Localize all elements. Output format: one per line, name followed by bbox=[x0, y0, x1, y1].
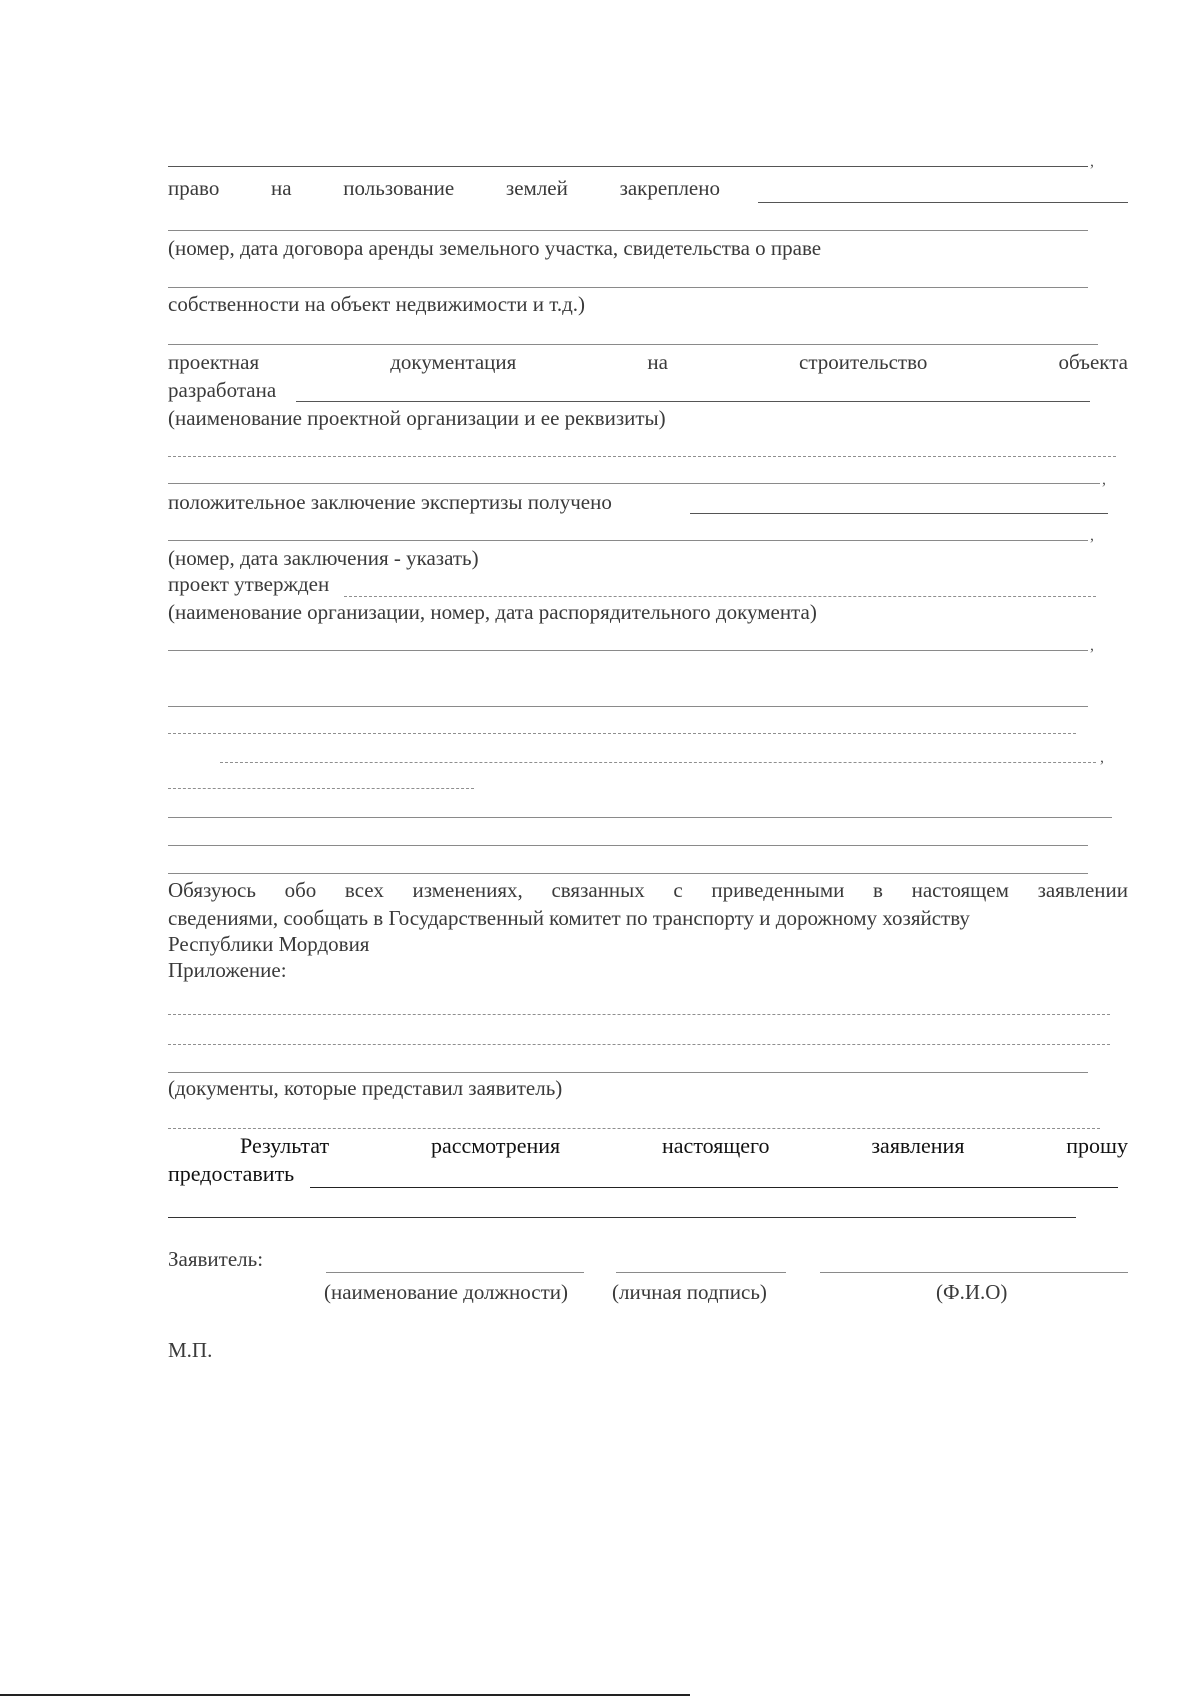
blank-line bbox=[168, 166, 1088, 167]
land-right-field[interactable] bbox=[758, 202, 1128, 203]
applicant-label: Заявитель: bbox=[168, 1247, 264, 1271]
lease-hint-2: собственности на объект недвижимости и т.д.) bbox=[168, 292, 586, 316]
result-word: Результат bbox=[240, 1133, 330, 1158]
developer-field[interactable] bbox=[296, 401, 1090, 402]
attachment-line[interactable] bbox=[168, 1044, 1110, 1045]
attachment-line[interactable] bbox=[168, 1072, 1088, 1073]
documents-hint: (документы, которые представил заявитель) bbox=[168, 1076, 563, 1100]
blank-line bbox=[168, 540, 1088, 541]
position-hint: (наименование должности) bbox=[324, 1280, 569, 1304]
result-word: прошу bbox=[1066, 1133, 1128, 1158]
provide-field-continued[interactable] bbox=[168, 1217, 1076, 1218]
comma-mark: , bbox=[1090, 637, 1094, 654]
signature-hint: (личная подпись) bbox=[612, 1280, 767, 1304]
expertise-field[interactable] bbox=[690, 513, 1108, 514]
result-word: заявления bbox=[871, 1133, 965, 1158]
expertise-label: положительное заключение экспертизы получено bbox=[168, 490, 612, 514]
result-word: настоящего bbox=[662, 1133, 770, 1158]
project-docs-word: на bbox=[647, 350, 668, 374]
blank-line bbox=[168, 788, 474, 789]
land-right-word: на bbox=[271, 176, 292, 200]
blank-line bbox=[168, 1128, 1100, 1129]
pledge-line-3: Республики Мордовия bbox=[168, 932, 370, 956]
page-edge-line bbox=[0, 1694, 690, 1696]
project-docs-word: документация bbox=[390, 350, 517, 374]
blank-line bbox=[168, 733, 1076, 734]
result-word: рассмотрения bbox=[430, 1133, 561, 1158]
attachment-line[interactable] bbox=[168, 1014, 1110, 1015]
design-org-hint: (наименование проектной организации и ее реквизиты) bbox=[168, 406, 666, 430]
land-right-word: землей bbox=[505, 176, 568, 200]
blank-line bbox=[168, 456, 1116, 457]
approved-field[interactable] bbox=[344, 596, 1096, 597]
project-docs-line bbox=[168, 350, 1128, 374]
fio-field[interactable] bbox=[820, 1272, 1128, 1273]
project-docs-word: объекта bbox=[1058, 350, 1128, 374]
result-line bbox=[240, 1134, 1128, 1158]
developed-by-label: разработана bbox=[168, 378, 277, 402]
pledge-line-1: Обязуюсь обо всех изменениях, связанных с приведенными в настоящем заявлении bbox=[168, 878, 1128, 902]
blank-line bbox=[168, 706, 1088, 707]
comma-mark: , bbox=[1100, 749, 1104, 766]
approved-label: проект утвержден bbox=[168, 572, 330, 596]
attachment-label: Приложение: bbox=[168, 958, 287, 982]
land-right-word: закреплено bbox=[619, 176, 720, 200]
approved-hint: (наименование организации, номер, дата распорядительного документа) bbox=[168, 600, 817, 624]
comma-mark: , bbox=[1090, 527, 1094, 544]
blank-line bbox=[168, 230, 1088, 231]
fio-hint: (Ф.И.О) bbox=[936, 1280, 1008, 1304]
pledge-line-2: сведениями, сообщать в Государственный комитет по транспорту и дорожному хозяйству bbox=[168, 906, 970, 930]
project-docs-word: проектная bbox=[168, 350, 260, 374]
blank-line bbox=[168, 287, 1088, 288]
signature-field[interactable] bbox=[616, 1272, 786, 1273]
blank-line bbox=[168, 817, 1112, 818]
blank-line bbox=[220, 762, 1096, 763]
project-docs-word: строительство bbox=[799, 350, 928, 374]
stamp-label: М.П. bbox=[168, 1338, 213, 1362]
expertise-hint: (номер, дата заключения - указать) bbox=[168, 546, 479, 570]
blank-line bbox=[168, 483, 1100, 484]
blank-line bbox=[168, 873, 1088, 874]
provide-label: предоставить bbox=[168, 1161, 295, 1186]
land-right-line bbox=[168, 176, 720, 200]
comma-mark: , bbox=[1090, 153, 1094, 170]
blank-line bbox=[168, 650, 1088, 651]
comma-mark: , bbox=[1102, 471, 1106, 488]
blank-line bbox=[168, 344, 1098, 345]
blank-line bbox=[168, 845, 1088, 846]
land-right-word: право bbox=[168, 176, 220, 200]
position-field[interactable] bbox=[326, 1272, 584, 1273]
provide-field[interactable] bbox=[310, 1187, 1118, 1188]
land-right-word: пользование bbox=[343, 176, 455, 200]
lease-hint-1: (номер, дата договора аренды земельного участка, свидетельства о праве bbox=[168, 236, 822, 260]
